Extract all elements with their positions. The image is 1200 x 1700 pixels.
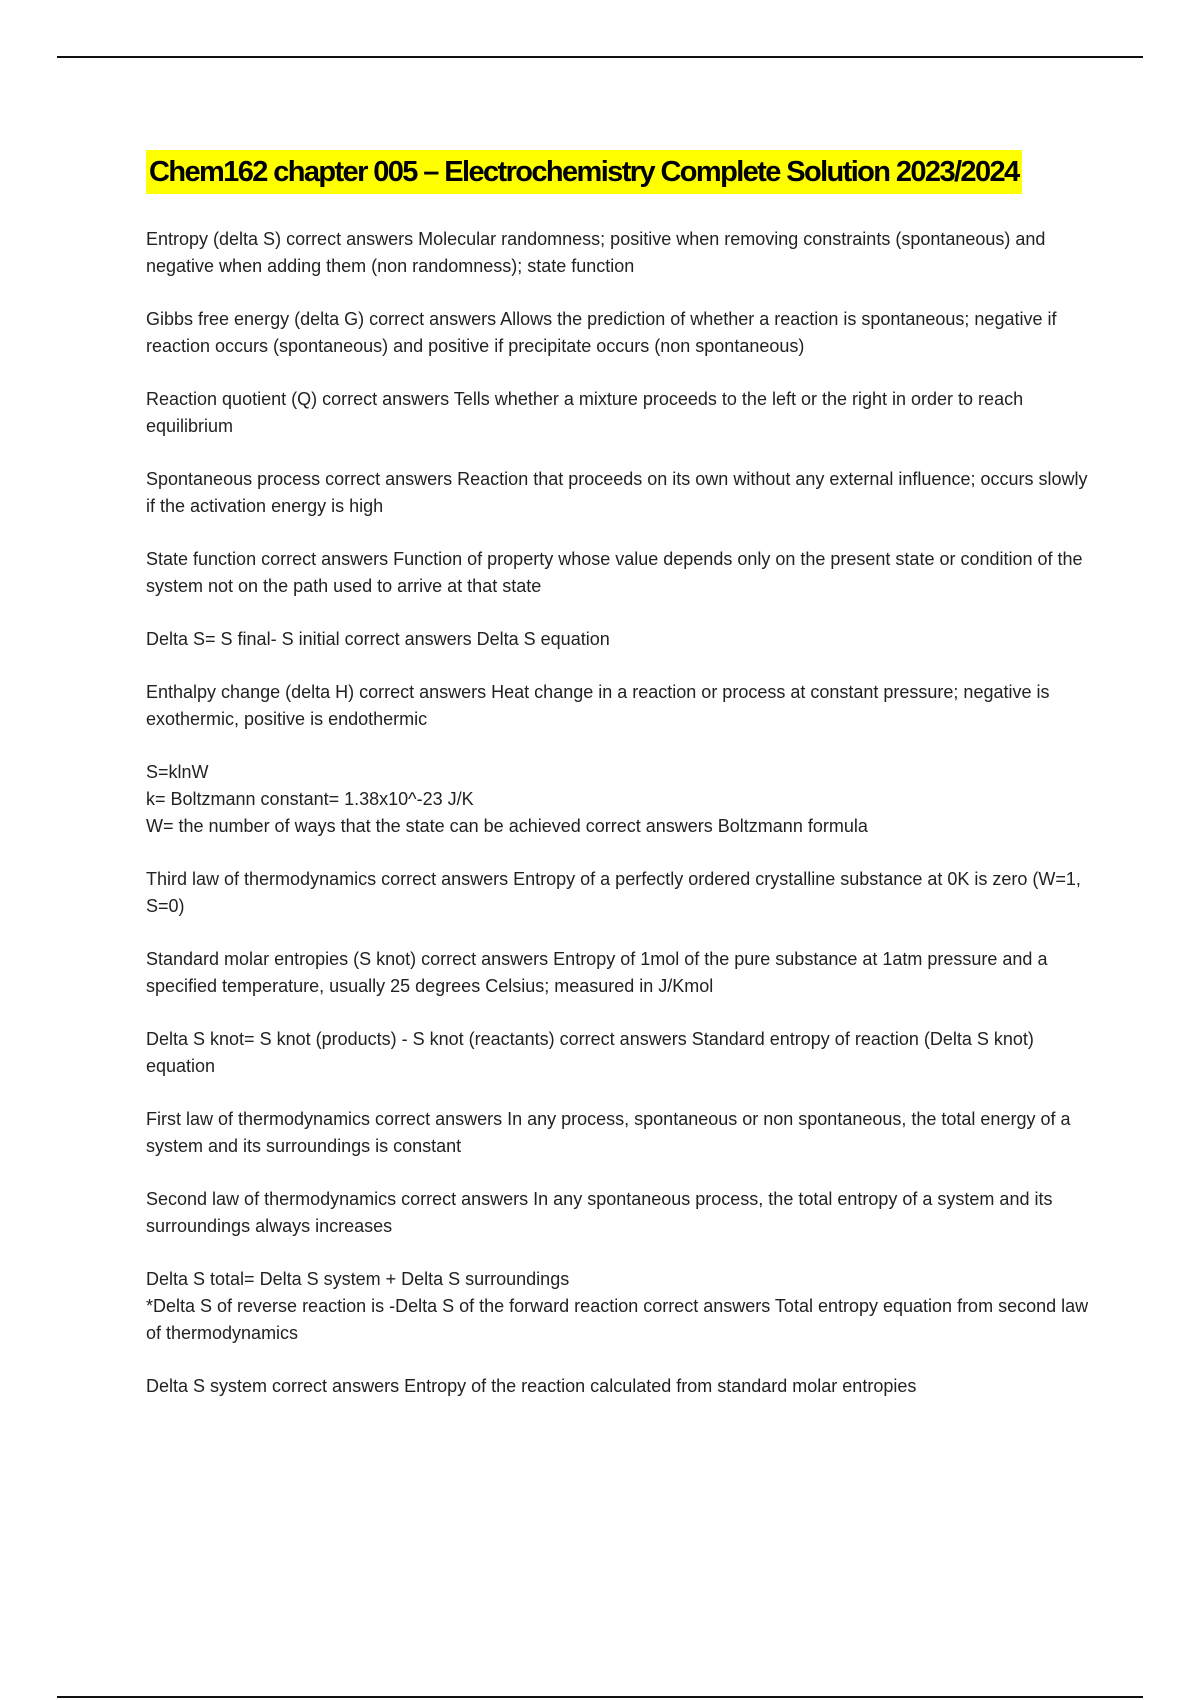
document-body: [146, 150, 1096, 1426]
list-item: [146, 1186, 1096, 1240]
entry-text: W= the number of ways that the state can be achieved correct answers Boltzmann formula: [146, 816, 868, 836]
list-item: [146, 946, 1096, 1000]
entry-text: Entropy (delta S) correct answers Molecular randomness; positive when removing constraints (spontaneous) and negative when adding them (non randomness); state function: [146, 229, 1046, 276]
list-item: [146, 306, 1096, 360]
entry-text: Delta S system correct answers Entropy of the reaction calculated from standard molar entropies: [146, 1376, 917, 1396]
list-item: [146, 466, 1096, 520]
entry-text: Delta S knot= S knot (products) - S knot (reactants) correct answers Standard entropy of reaction (Delta S knot) equation: [146, 1029, 1034, 1076]
footer-rule: [57, 1696, 1143, 1698]
entry-text: Enthalpy change (delta H) correct answers Heat change in a reaction or process at constant pressure; negative is exothermic, positive is endothermic: [146, 682, 1050, 729]
header-rule: [57, 56, 1143, 58]
title-block: [146, 150, 1096, 194]
entry-text: Second law of thermodynamics correct answers In any spontaneous process, the total entropy of a system and its surroundings always increases: [146, 1189, 1053, 1236]
list-item: [146, 1373, 1096, 1400]
entry-text: S=klnW: [146, 762, 209, 782]
page-title: Chem162 chapter 005 – Electrochemistry Complete Solution 2023/2024: [146, 150, 1022, 194]
list-item: [146, 759, 1096, 840]
entry-text: Third law of thermodynamics correct answers Entropy of a perfectly ordered crystalline substance at 0K is zero (W=1, S=0): [146, 869, 1081, 916]
list-item: [146, 1026, 1096, 1080]
list-item: [146, 626, 1096, 653]
entry-text: State function correct answers Function of property whose value depends only on the present state or condition of the system not on the path used to arrive at that state: [146, 549, 1083, 596]
entry-list: [146, 226, 1096, 1400]
entry-text: First law of thermodynamics correct answers In any process, spontaneous or non spontaneous, the total energy of a system and its surroundings is constant: [146, 1109, 1071, 1156]
list-item: [146, 386, 1096, 440]
list-item: [146, 679, 1096, 733]
entry-text: k= Boltzmann constant= 1.38x10^-23 J/K: [146, 789, 474, 809]
entry-text: Gibbs free energy (delta G) correct answers Allows the prediction of whether a reaction is spontaneous; negative if reaction occurs (spontaneous) and positive if precipitate occurs (non spontaneous): [146, 309, 1057, 356]
list-item: [146, 1266, 1096, 1347]
entry-text: Delta S= S final- S initial correct answers Delta S equation: [146, 629, 610, 649]
entry-text: Standard molar entropies (S knot) correct answers Entropy of 1mol of the pure substance at 1atm pressure and a specified temperature, usually 25 degrees Celsius; measured in J/Kmol: [146, 949, 1048, 996]
entry-text: Spontaneous process correct answers Reaction that proceeds on its own without any external influence; occurs slowly if the activation energy is high: [146, 469, 1088, 516]
entry-text: *Delta S of reverse reaction is -Delta S of the forward reaction correct answers Total entropy equation from second law of thermodynamics: [146, 1296, 1089, 1343]
entry-text: Delta S total= Delta S system + Delta S surroundings: [146, 1269, 570, 1289]
list-item: [146, 1106, 1096, 1160]
list-item: [146, 226, 1096, 280]
entry-text: Reaction quotient (Q) correct answers Tells whether a mixture proceeds to the left or the right in order to reach equilibrium: [146, 389, 1024, 436]
list-item: [146, 546, 1096, 600]
list-item: [146, 866, 1096, 920]
